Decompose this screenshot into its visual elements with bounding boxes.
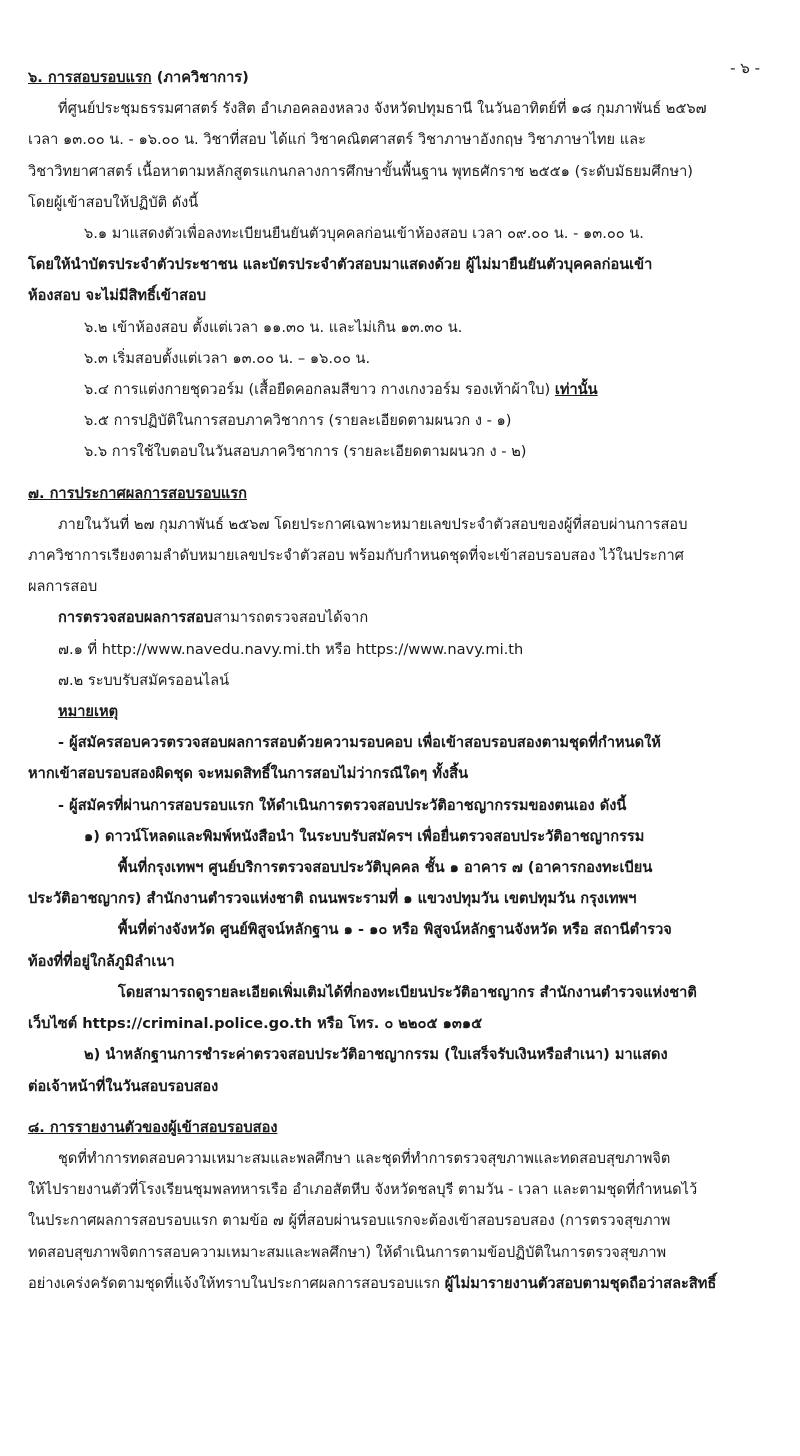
- step-2: ๒) นำหลักฐานการชำระค่าตรวจสอบประวัติอาชญากรรม (ใบเสร็จรับเงินหรือสำเนา) มาแสดง: [84, 1046, 668, 1064]
- step-1: ๑) ดาวน์โหลดและพิมพ์หนังสือนำ ในระบบรับสมัครฯ เพื่อยื่นตรวจสอบประวัติอาชญากรรม: [84, 827, 645, 845]
- section-8-para: ทดสอบสุขภาพจิตการสอบความเหมาะสมและพลศึกษา) ให้ดำเนินการตามข้อปฏิบัติในการตรวจสุขภาพ: [28, 1243, 667, 1261]
- section-8-heading: ๘. การรายงานตัวของผู้เข้าสอบรอบสอง: [28, 1118, 278, 1136]
- only-emphasis: เท่านั้น: [554, 381, 598, 399]
- section-6-item-2: ๖.๒ เข้าห้องสอบ ตั้งแต่เวลา ๑๑.๓๐ น. และไม่เกิน ๑๓.๓๐ น.: [84, 318, 463, 336]
- section-6-item-1-bold: ห้องสอบ จะไม่มีสิทธิ์เข้าสอบ: [28, 287, 207, 305]
- section-6-item-4: ๖.๔ การแต่งกายชุดวอร์ม (เสื้อยืดคอกลมสีขาว กางเกงวอร์ม รองเท้าผ้าใบ) เท่านั้น: [84, 381, 598, 399]
- section-6-heading: ๖. การสอบรอบแรก (ภาควิชาการ): [28, 69, 249, 86]
- step-1-more-cont: เว็บไซต์ https://criminal.police.go.th หรือ โทร. ๐ ๒๒๐๕ ๑๓๑๕: [28, 1015, 483, 1033]
- section-8-para: ในประกาศผลการสอบรอบแรก ตามข้อ ๗ ผู้ที่สอบผ่านรอบแรกจะต้องเข้าสอบรอบสอง (การตรวจสุขภาพ: [28, 1212, 671, 1230]
- step-1-bangkok-cont: ประวัติอาชญากร) สำนักงานตำรวจแห่งชาติ ถนนพระรามที่ ๑ แขวงปทุมวัน เขตปทุมวัน กรุงเทพฯ: [28, 890, 637, 908]
- section-7-check: การตรวจสอบผลการสอบสามารถตรวจสอบได้จาก: [58, 609, 369, 627]
- section-6-para: วิชาวิทยาศาสตร์ เนื้อหาตามหลักสูตรแกนกลางการศึกษาขั้นพื้นฐาน พุทธศักราช ๒๕๕๑ (ระดับมัธยมศึกษา): [28, 162, 693, 180]
- note-heading: หมายเหตุ: [58, 703, 119, 721]
- section-7-para: ภายในวันที่ ๒๗ กุมภาพันธ์ ๒๕๖๗ โดยประกาศเฉพาะหมายเลขประจำตัวสอบของผู้ที่สอบผ่านการสอบ: [58, 515, 688, 533]
- page-number: - ๖ -: [730, 59, 760, 77]
- section-8-para: อย่างเคร่งครัดตามชุดที่แจ้งให้ทราบในประกาศผลการสอบรอบแรก ผู้ไม่มารายงานตัวสอบตามชุดถือว่าสละสิทธิ์: [28, 1274, 717, 1292]
- section-6-para: เวลา ๑๓.๐๐ น. - ๑๖.๐๐ น. วิชาที่สอบ ได้แก่ วิชาคณิตศาสตร์ วิชาภาษาอังกฤษ วิชาภาษาไทย และ: [28, 131, 646, 149]
- section-6-item-3: ๖.๓ เริ่มสอบตั้งแต่เวลา ๑๓.๐๐ น. – ๑๖.๐๐ น.: [84, 349, 371, 367]
- note-1: - ผู้สมัครสอบควรตรวจสอบผลการสอบด้วยความรอบคอบ เพื่อเข้าสอบรอบสองตามชุดที่กำหนดให้: [58, 734, 661, 752]
- step-1-bangkok: พื้นที่กรุงเทพฯ ศูนย์บริการตรวจสอบประวัติบุคคล ชั้น ๑ อาคาร ๗ (อาคารกองทะเบียน: [118, 859, 653, 877]
- section-7-check-2: ๗.๒ ระบบรับสมัครออนไลน์: [58, 671, 230, 689]
- section-7-check-1: ๗.๑ ที่ http://www.navedu.navy.mi.th หรือ https://www.navy.mi.th: [58, 640, 524, 658]
- step-1-province: พื้นที่ต่างจังหวัด ศูนย์พิสูจน์หลักฐาน ๑ - ๑๐ หรือ พิสูจน์หลักฐานจังหวัด หรือ สถานีตำรวจ: [118, 921, 672, 939]
- section-8-para: ให้ไปรายงานตัวที่โรงเรียนชุมพลทหารเรือ อำเภอสัตหีบ จังหวัดชลบุรี ตามวัน - เวลา และตามชุดที่กำหนดไว้: [28, 1181, 698, 1199]
- step-1-province-cont: ท้องที่ที่อยู่ใกล้ภูมิลำเนา: [28, 952, 175, 970]
- section-6-item-1-bold: โดยให้นำบัตรประจำตัวประชาชน และบัตรประจำตัวสอบมาแสดงด้วย ผู้ไม่มายืนยันตัวบุคคลก่อนเข้า: [28, 256, 653, 274]
- note-1-cont: หากเข้าสอบรอบสองผิดชุด จะหมดสิทธิ์ในการสอบไม่ว่ากรณีใดๆ ทั้งสิ้น: [28, 765, 469, 783]
- section-6-item-1: ๖.๑ มาแสดงตัวเพื่อลงทะเบียนยืนยันตัวบุคคลก่อนเข้าห้องสอบ เวลา ๐๙.๐๐ น. - ๑๓.๐๐ น.: [84, 225, 644, 243]
- note-2: - ผู้สมัครที่ผ่านการสอบรอบแรก ให้ดำเนินการตรวจสอบประวัติอาชญากรรมของตนเอง ดังนี้: [58, 796, 627, 814]
- section-8-para: ชุดที่ทำการทดสอบความเหมาะสมและพลศึกษา และชุดที่ทำการตรวจสุขภาพและทดสอบสุขภาพจิต: [58, 1149, 671, 1167]
- section-7-para: ภาควิชาการเรียงตามลำดับหมายเลขประจำตัวสอบ พร้อมกับกำหนดชุดที่จะเข้าสอบรอบสอง ไว้ในประกาศ: [28, 547, 684, 565]
- section-7-para: ผลการสอบ: [28, 578, 98, 596]
- section-6-para: ที่ศูนย์ประชุมธรรมศาสตร์ รังสิต อำเภอคลองหลวง จังหวัดปทุมธานี ในวันอาทิตย์ที่ ๑๘ กุมภาพันธ์ ๒๕๖๗: [58, 100, 707, 118]
- section-7-heading: ๗. การประกาศผลการสอบรอบแรก: [28, 484, 247, 502]
- section-6-para: โดยผู้เข้าสอบให้ปฏิบัติ ดังนี้: [28, 193, 199, 211]
- section-6-item-5: ๖.๕ การปฏิบัติในการสอบภาควิชาการ (รายละเอียดตามผนวก ง - ๑): [84, 412, 512, 430]
- step-2-cont: ต่อเจ้าหน้าที่ในวันสอบรอบสอง: [28, 1077, 219, 1095]
- section-6-item-6: ๖.๖ การใช้ใบตอบในวันสอบภาควิชาการ (รายละเอียดตามผนวก ง - ๒): [84, 443, 527, 461]
- step-1-more: โดยสามารถดูรายละเอียดเพิ่มเติมได้ที่กองทะเบียนประวัติอาชญากร สำนักงานตำรวจแห่งชาติ: [118, 983, 697, 1001]
